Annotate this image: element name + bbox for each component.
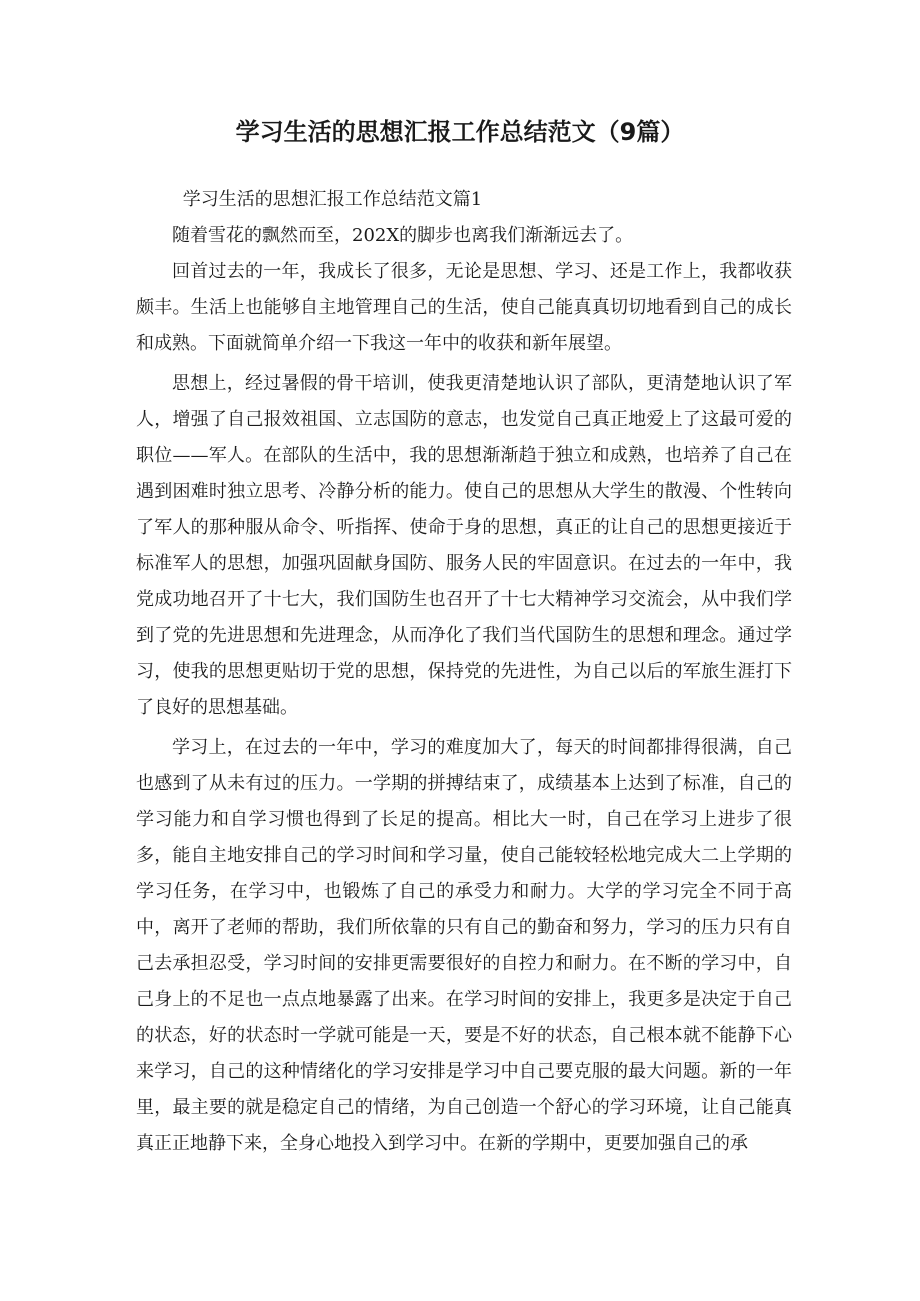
section-heading: 学习生活的思想汇报工作总结范文篇1 — [182, 189, 483, 210]
document-body — [136, 182, 792, 1162]
paragraph: 回首过去的一年，我成长了很多，无论是思想、学习、还是工作上，我都收获颇丰。生活上也能够自主地管理自己的生活，使自己能真真切切地看到自己的成长和成熟。下面就简单介绍一下我这一年中的收获和新年展望。 — [136, 261, 792, 354]
document-title: 学习生活的思想汇报工作总结范文（9篇） — [235, 118, 685, 146]
paragraph: 思想上，经过暑假的骨干培训，使我更清楚地认识了部队，更清楚地认识了军人，增强了自己报效祖国、立志国防的意志，也发觉自己真正地爱上了这最可爱的职位——军人。在部队的生活中，我的思想渐渐趋于独立和成熟，也培养了自己在遇到困难时独立思考、冷静分析的能力。使自己的思想从大学生的散漫、个性转向了军人的那种服从命令、听指挥、使命于身的思想，真正的让自己的思想更接近于标准军人的思想，加强巩固献身国防、服务人民的牢固意识。在过去的一年中，我党成功地召开了十七大，我们国防生也召开了十七大精神学习交流会，从中我们学到了党的先进思想和先进理念，从而净化了我们当代国防生的思想和理念。通过学习，使我的思想更贴切于党的思想，保持党的先进性，为自己以后的军旅生涯打下了良好的思想基础。 — [136, 373, 792, 718]
paragraph: 学习上，在过去的一年中，学习的难度加大了，每天的时间都排得很满，自己也感到了从未有过的压力。一学期的拼搏结束了，成绩基本上达到了标准，自己的学习能力和自学习惯也得到了长足的提高。相比大一时，自己在学习上进步了很多，能自主地安排自己的学习时间和学习量，使自己能较轻松地完成大二上学期的学习任务，在学习中，也锻炼了自己的承受力和耐力。大学的学习完全不同于高中，离开了老师的帮助，我们所依靠的只有自己的勤奋和努力，学习的压力只有自己去承担忍受，学习时间的安排更需要很好的自控力和耐力。在不断的学习中，自己身上的不足也一点点地暴露了出来。在学习时间的安排上，我更多是决定于自己的状态，好的状态时一学就可能是一天，要是不好的状态，自己根本就不能静下心来学习，自己的这种情绪化的学习安排是学习中自己要克服的最大问题。新的一年里，最主要的就是稳定自己的情绪，为自己创造一个舒心的学习环境，让自己能真真正正地静下来，全身心地投入到学习中。在新的学期中，更要加强自己的承 — [136, 737, 792, 1154]
paragraph: 随着雪花的飘然而至，202X的脚步也离我们渐渐远去了。 — [172, 225, 634, 246]
